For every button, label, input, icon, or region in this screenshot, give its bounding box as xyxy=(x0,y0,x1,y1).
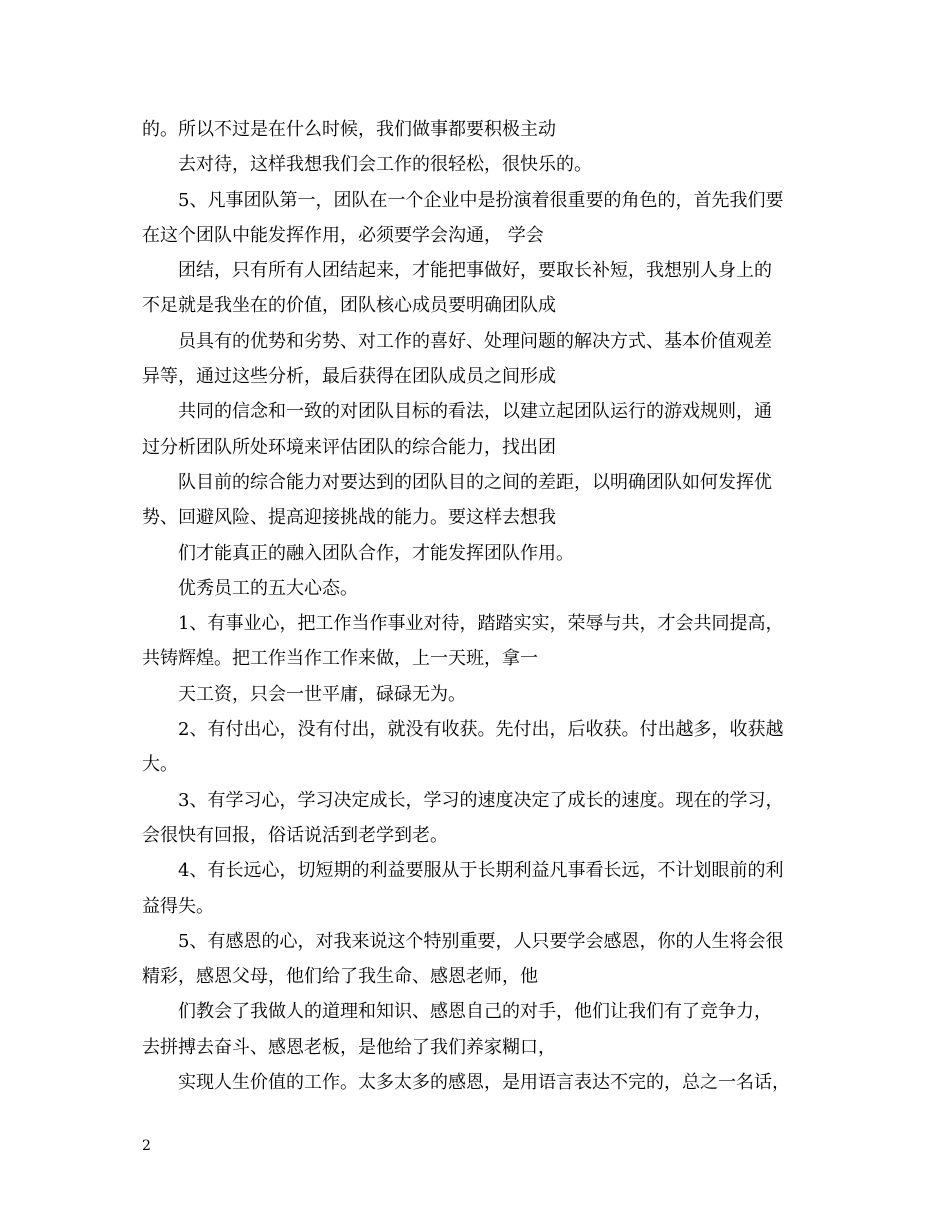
text-line: 实现人生价值的工作。太多太多的感恩，是用语言表达不完的，总之一名话， xyxy=(178,1072,790,1094)
text-line: 精彩，感恩父母，他们给了我生命、感恩老师，他 xyxy=(142,966,538,988)
text-line: 不足就是我坐在的价值，团队核心成员要明确团队成 xyxy=(142,295,556,317)
body-text xyxy=(142,112,832,1100)
text-line: 5、有感恩的心，对我来说这个特别重要，人只要学会感恩，你的人生将会很 xyxy=(178,930,784,952)
text-line: 会很快有回报，俗话说活到老学到老。 xyxy=(142,824,448,846)
text-line: 过分析团队所处环境来评估团队的综合能力，找出团 xyxy=(142,436,556,458)
page-number: 2 xyxy=(142,1138,151,1154)
text-line: 员具有的优势和劣势、对工作的喜好、处理问题的解决方式、基本价值观差 xyxy=(178,330,772,352)
text-line: 异等，通过这些分析，最后获得在团队成员之间形成 xyxy=(142,366,556,388)
text-line: 2、有付出心，没有付出，就没有收获。先付出，后收获。付出越多，收获越 xyxy=(178,719,784,741)
text-line: 的。所以不过是在什么时候，我们做事都要积极主动 xyxy=(142,119,556,140)
text-line: 1、有事业心，把工作当作事业对待，踏踏实实，荣辱与共，才会共同提高， xyxy=(178,613,784,635)
text-line: 4、有长远心，切短期的利益要服从于长期利益凡事看长远，不计划眼前的利 xyxy=(178,860,784,882)
text-line: 团结，只有所有人团结起来，才能把事做好，要取长补短，我想别人身上的 xyxy=(178,260,772,282)
text-line: 在这个团队中能发挥作用，必须要学会沟通， 学会 xyxy=(142,224,544,246)
text-line: 去对待，这样我想我们会工作的很轻松，很快乐的。 xyxy=(178,154,592,176)
text-line: 势、回避风险、提高迎接挑战的能力。要这样去想我 xyxy=(142,507,556,529)
text-line: 5、凡事团队第一，团队在一个企业中是扮演着很重要的角色的，首先我们要 xyxy=(178,189,784,211)
text-line: 们教会了我做人的道理和知识、感恩自己的对手，他们让我们有了竞争力， xyxy=(178,1001,772,1023)
text-line: 队目前的综合能力对要达到的团队目的之间的差距，以明确团队如何发挥优 xyxy=(178,471,772,493)
text-line: 天工资，只会一世平庸，碌碌无为。 xyxy=(178,683,466,705)
text-line: 共同的信念和一致的对团队目标的看法，以建立起团队运行的游戏规则，通 xyxy=(178,401,772,423)
text-line: 大。 xyxy=(142,754,178,776)
text-line: 们才能真正的融入团队合作，才能发挥团队作用。 xyxy=(178,542,574,564)
text-line: 去拼搏去奋斗、感恩老板，是他给了我们养家糊口， xyxy=(142,1036,556,1058)
text-line: 益得失。 xyxy=(142,895,214,917)
text-line: 共铸辉煌。把工作当作工作来做，上一天班，拿一 xyxy=(142,648,538,670)
text-line: 3、有学习心，学习决定成长，学习的速度决定了成长的速度。现在的学习， xyxy=(178,789,784,811)
section-heading: 优秀员工的五大心态。 xyxy=(178,577,358,599)
